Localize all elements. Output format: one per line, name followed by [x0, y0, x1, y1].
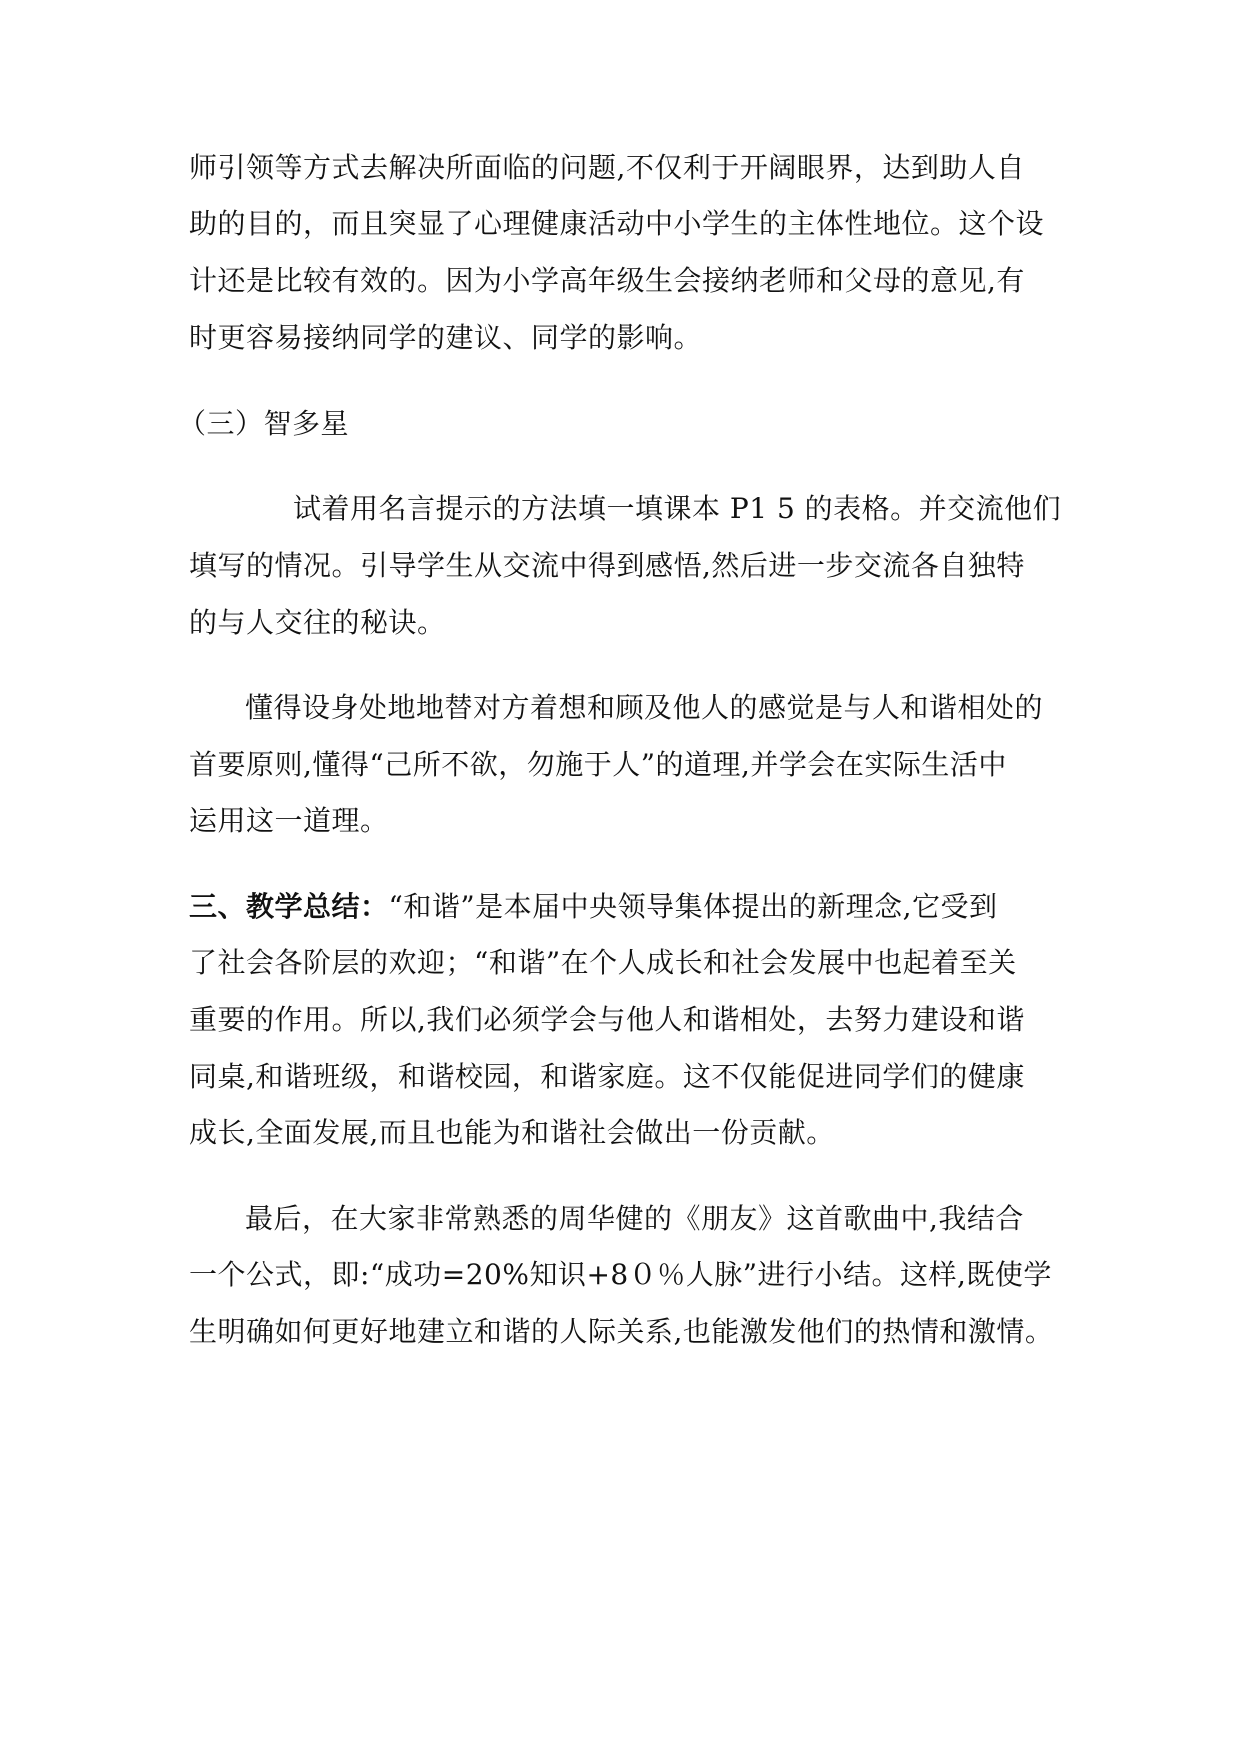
paragraph-2-line-2: 填写的情况。引导学生从交流中得到感悟,然后进一步交流各自独特: [189, 549, 1025, 582]
section-heading: （三）智多星: [178, 407, 350, 440]
paragraph-4-line-2: 一个公式，即:“成功=20%知识+8０％人脉”进行小结。这样,既使学: [189, 1258, 1052, 1291]
paragraph-3-line-3: 运用这一道理。: [189, 804, 389, 837]
paragraph-4-line-3: 生明确如何更好地建立和谐的人际关系,也能激发他们的热情和激情。: [189, 1315, 1054, 1348]
summary-line-2: 了社会各阶层的欢迎；“和谐”在个人成长和社会发展中也起着至关: [189, 946, 1017, 979]
summary-label: 三、教学总结：: [189, 890, 389, 923]
paragraph-3-line-2: 首要原则,懂得“己所不欲，勿施于人”的道理,并学会在实际生活中: [189, 748, 1007, 781]
summary-line-1: [189, 887, 998, 927]
paragraph-1-line-3: 计还是比较有效的。因为小学高年级生会接纳老师和父母的意见,有: [189, 264, 1025, 297]
paragraph-2-line-1: 试着用名言提示的方法填一填课本 P1 5 的表格。并交流他们: [293, 492, 1062, 525]
paragraph-1-line-2: 助的目的，而且突显了心理健康活动中小学生的主体性地位。这个设: [189, 207, 1045, 240]
paragraph-2-line-3: 的与人交往的秘诀。: [189, 606, 446, 639]
paragraph-3-line-1: 懂得设身处地地替对方着想和顾及他人的感觉是与人和谐相处的: [245, 691, 1044, 724]
summary-line-4: 同桌,和谐班级，和谐校园，和谐家庭。这不仅能促进同学们的健康: [189, 1060, 1025, 1093]
summary-first-line-text: “和谐”是本届中央领导集体提出的新理念,它受到: [388, 890, 998, 923]
paragraph-4-line-1: 最后，在大家非常熟悉的周华健的《朋友》这首歌曲中,我结合: [245, 1202, 1024, 1235]
paragraph-1-line-1: 师引领等方式去解决所面临的问题,不仅利于开阔眼界，达到助人自: [189, 151, 1025, 184]
paragraph-1-line-4: 时更容易接纳同学的建议、同学的影响。: [189, 321, 703, 354]
summary-line-5: 成长,全面发展,而且也能为和谐社会做出一份贡献。: [189, 1116, 835, 1149]
summary-line-3: 重要的作用。所以,我们必须学会与他人和谐相处，去努力建设和谐: [189, 1003, 1025, 1036]
